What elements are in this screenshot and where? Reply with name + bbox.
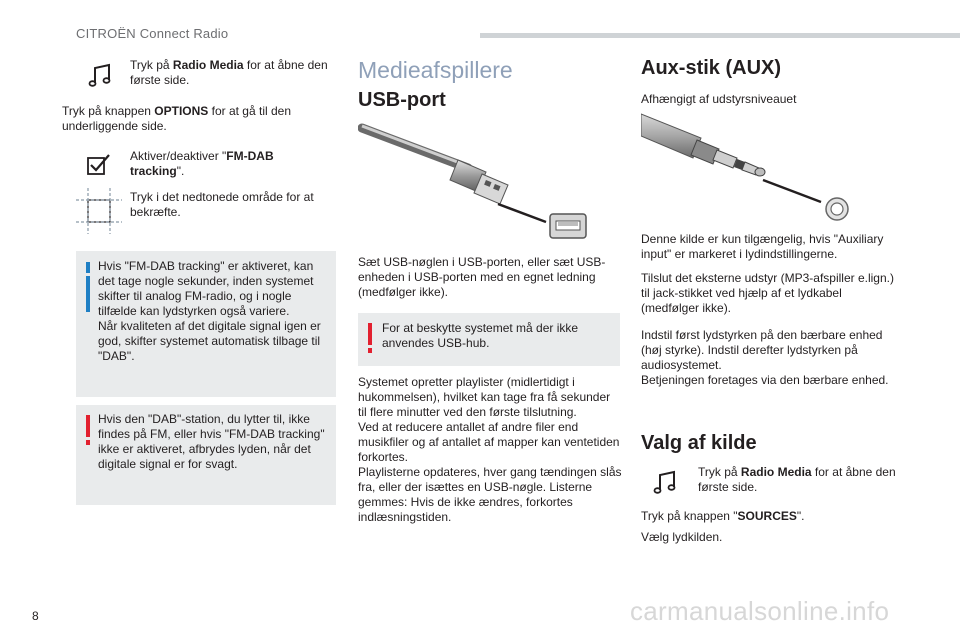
usb-warning-dot <box>368 348 372 353</box>
usb-warning-icon <box>368 323 372 345</box>
header-rule <box>480 33 960 38</box>
warning-text: Hvis den "DAB"-station, du lytter til, ikke findes på FM, eller hvis "FM-DAB tracking" ikke er aktiveret, afbrydes lyden, når det digitale signal er for svagt. <box>98 412 325 471</box>
playlist-text: Systemet opretter playlister (midlertidigt i hukommelsen), hvilket kan tage fra få sekunder til flere minutter ved den første tilslutning. Ved at reducere antallet af andre filer end musikfiler og af antallet af mapper kan ventetiden forkortes. Playlisterne opdateres, hver gang tændingen slås fra, eller der isættes en USB-nøgle. Listerne gemmes: Hvis de ikke ændres, forkortes indlæsningstiden. <box>358 375 622 524</box>
warning-dot <box>86 440 90 445</box>
source-step-radio-media: Tryk på Radio Media for at åbne den første side. <box>698 465 896 494</box>
aux-text-2: Tilslut det eksterne udstyr (MP3-afspiller e.lign.) til jack-stikket ved hjælp af et lydkabel (medfølger ikke). <box>641 271 894 315</box>
info-text: Hvis "FM-DAB tracking" er aktiveret, kan det tage nogle sekunder, inden systemet skifter til analog FM-radio, og i nogle tilfælde kan lydstyrken også variere. Når kvaliteten af det digitale signal igen er god, skifter systemet automatisk tilbage til "DAB". <box>98 259 321 363</box>
aux-text-1: Denne kilde er kun tilgængelig, hvis "Auxiliary input" er markeret i lydindstillingerne. <box>641 232 884 261</box>
page-header-title: CITROËN Connect Radio <box>76 26 229 41</box>
usb-illustration <box>358 118 593 246</box>
jack-illustration <box>641 110 856 230</box>
section-title-media: Medieafspillere <box>358 57 513 83</box>
heading-source-select: Valg af kilde <box>641 432 757 454</box>
aux-subtitle: Afhængigt af udstyrsniveauet <box>641 92 797 106</box>
greyed-area-icon <box>76 188 122 234</box>
info-mark-icon <box>86 262 90 273</box>
page-number: 8 <box>32 609 39 623</box>
usb-warning-text: For at beskytte systemet må der ikke anvendes USB-hub. <box>382 321 579 350</box>
warning-icon <box>86 415 90 437</box>
sources-instruction: Tryk på knappen "SOURCES". <box>641 509 805 523</box>
music-note-icon-2 <box>651 467 681 497</box>
heading-usb-port: USB-port <box>358 89 446 111</box>
checkbox-icon <box>86 152 112 176</box>
aux-text-3: Indstil først lydstyrken på den bærbare enhed (høj styrke). Indstil derefter lydstyrken på audiosystemet. Betjeningen foretages via den bærbare enhed. <box>641 328 889 387</box>
options-instruction: Tryk på knappen OPTIONS for at gå til den underliggende side. <box>62 104 292 133</box>
music-note-icon <box>86 60 116 90</box>
watermark: carmanualsonline.info <box>630 596 890 626</box>
step-radio-media: Tryk på Radio Media for at åbne den første side. <box>130 58 328 87</box>
usb-instruction: Sæt USB-nøglen i USB-porten, eller sæt USB-enheden i USB-porten med en egnet ledning (medfølger ikke). <box>358 255 606 299</box>
info-mark-bar <box>86 276 90 312</box>
step-fm-dab-tracking: Aktiver/deaktiver "FM-DAB tracking". <box>130 149 274 178</box>
choose-source: Vælg lydkilden. <box>641 530 723 544</box>
heading-aux: Aux-stik (AUX) <box>641 57 782 79</box>
step-confirm: Tryk i det nedtonede område for at bekræfte. <box>130 190 314 219</box>
